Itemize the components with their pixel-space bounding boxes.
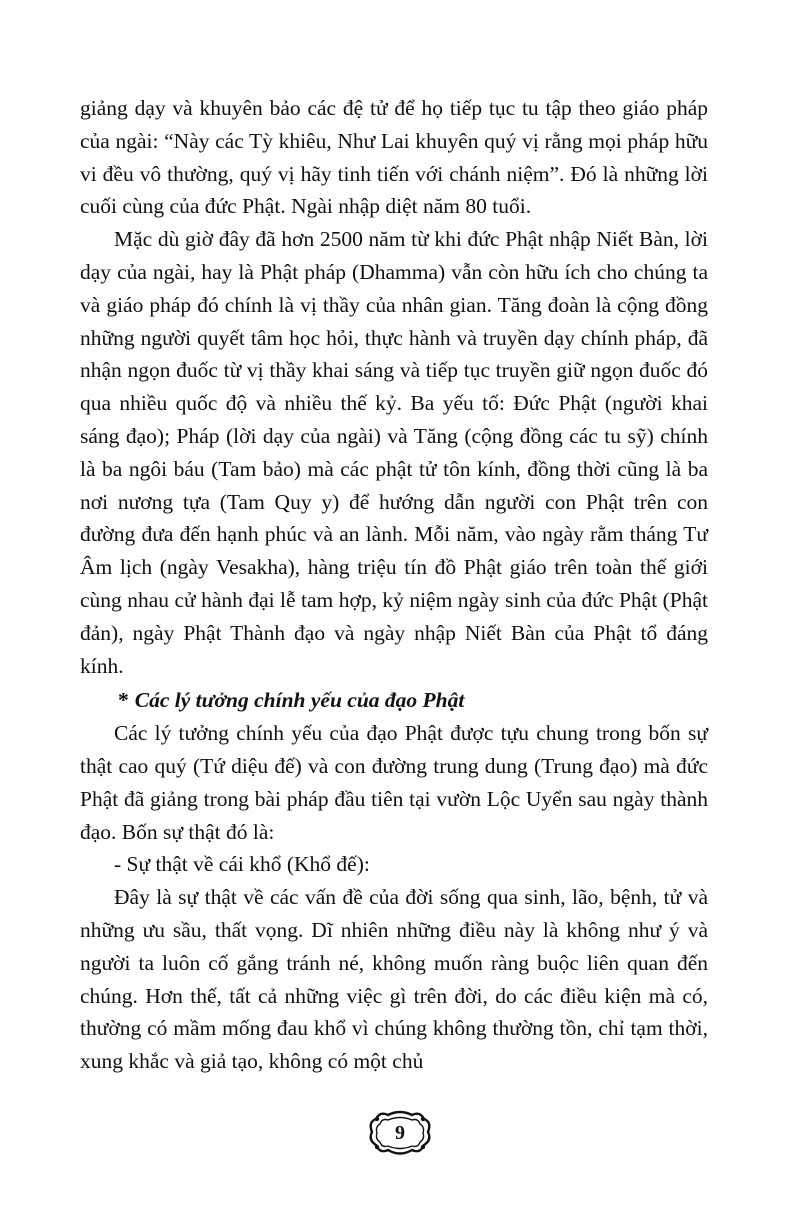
paragraph-1: giảng dạy và khuyên bảo các đệ tử để họ tiếp tục tu tập theo giáo pháp của ngài: “Này các Tỳ khiêu, Như Lai khuyên quý vị rằng mọi pháp hữu vi đều vô thường, quý vị hãy tinh tiến với chánh niệm”. Đó là những lời cuối cùng của đức Phật. Ngài nhập diệt năm 80 tuổi. xyxy=(80,96,708,219)
heading-text: Các lý tưởng chính yếu của đạo Phật xyxy=(134,688,465,713)
page-number-ornament xyxy=(368,1110,432,1156)
section-heading xyxy=(80,684,708,717)
list-item-suffering: - Sự thật về cái khổ (Khổ đế): xyxy=(114,852,370,877)
paragraph-2: Mặc dù giờ đây đã hơn 2500 năm từ khi đức Phật nhập Niết Bàn, lời dạy của ngài, hay là Phật pháp (Dhamma) vẫn còn hữu ích cho chúng ta và giáo pháp đó chính là vị thầy của nhân gian. Tăng đoàn là cộng đồng những người quyết tâm học hỏi, thực hành và truyền dạy chính pháp, đã nhận ngọn đuốc từ vị thầy khai sáng và tiếp tục truyền giữ ngọn đuốc đó qua nhiều quốc độ và nhiều thế kỷ. Ba yếu tố: Đức Phật (người khai sáng đạo); Pháp (lời dạy của ngài) và Tăng (cộng đồng các tu sỹ) chính là ba ngôi báu (Tam bảo) mà các phật tử tôn kính, đồng thời cũng là ba nơi nương tựa (Tam Quy y) để hướng dẫn người con Phật trên con đường đưa đến hạnh phúc và an lành. Mỗi năm, vào ngày rằm tháng Tư Âm lịch (ngày Vesakha), hàng triệu tín đồ Phật giáo trên toàn thế giới cùng nhau cử hành đại lễ tam hợp, kỷ niệm ngày sinh của đức Phật (Phật đản), ngày Phật Thành đạo và ngày nhập Niết Bàn của Phật tổ đáng kính. xyxy=(80,227,708,678)
page-body xyxy=(80,92,708,1078)
paragraph-4: Đây là sự thật về các vấn đề của đời sống qua sinh, lão, bệnh, tử và những ưu sầu, thất vọng. Dĩ nhiên những điều này là không như ý và người ta luôn cố gắng tránh né, không muốn ràng buộc liên quan đến chúng. Hơn thế, tất cả những việc gì trên đời, do các điều kiện mà có, thường có mầm mống đau khổ vì chúng không thường tồn, chỉ tạm thời, xung khắc và giả tạo, không có một chủ xyxy=(80,885,708,1074)
page-number: 9 xyxy=(395,1122,405,1144)
heading-bullet: * xyxy=(118,688,129,713)
paragraph-3: Các lý tưởng chính yếu của đạo Phật được tựu chung trong bốn sự thật cao quý (Tứ diệu đế) và con đường trung dung (Trung đạo) mà đức Phật đã giảng trong bài pháp đầu tiên tại vườn Lộc Uyển sau ngày thành đạo. Bốn sự thật đó là: xyxy=(80,721,708,844)
